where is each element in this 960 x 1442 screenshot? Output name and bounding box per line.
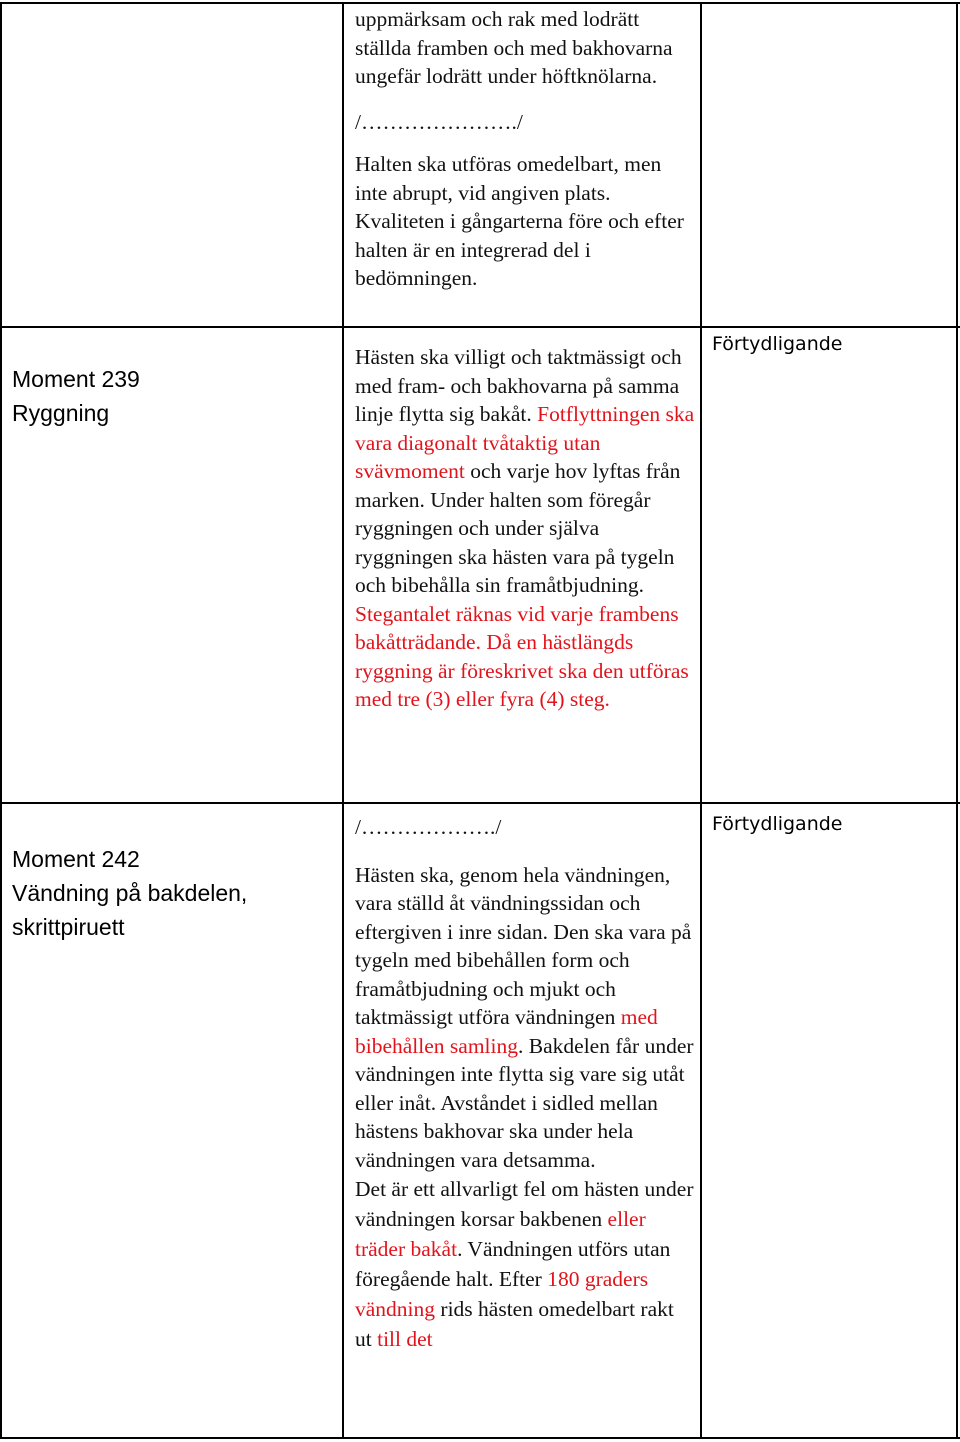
moment-number: Moment 242	[12, 846, 140, 872]
description-cell	[355, 813, 695, 1354]
body-text: och varje hov lyftas från marken. Under halten som föregår ryggningen och under själva ryggningen ska hästen vara på tygeln och bibehålla sin framåtbjudning.	[355, 459, 681, 597]
description-paragraph	[355, 150, 695, 293]
table-border-right	[956, 2, 958, 1439]
body-text: Det är ett allvarligt fel om hästen under vändningen korsar bakbenen	[355, 1177, 694, 1231]
separator-dots: /…………………./	[355, 109, 523, 134]
note-cell	[712, 331, 952, 357]
column-divider	[342, 2, 344, 1439]
table-border-bottom	[0, 1437, 960, 1439]
moment-name: Vändning på bakdelen, skrittpiruett	[12, 880, 248, 940]
moment-label-cell	[12, 842, 332, 944]
moment-label-cell	[12, 362, 332, 430]
body-text: Hästen ska villigt och taktmässigt och med fram- och bakhovarna på samma linje flytta sig bakåt.	[355, 345, 682, 426]
highlighted-text: 180 graders vändning	[355, 1267, 649, 1321]
row-divider	[0, 802, 960, 804]
highlighted-text: Stegantalet räknas vid varje frambens bakåtträdande. Då en hästlängds ryggning är föreskrivet ska den utföras med tre (3) eller fyra (4) steg.	[355, 601, 689, 711]
highlighted-text: Fotflyttningen ska vara diagonalt tvåtaktig utan svävmoment	[355, 402, 695, 483]
description-cell	[355, 343, 695, 714]
description-paragraph	[355, 343, 695, 714]
moment-number: Moment 239	[12, 366, 140, 392]
clarification-note: Förtydligande	[712, 333, 843, 355]
separator-dots: /………………./	[355, 815, 502, 839]
description-cell	[355, 5, 695, 293]
note-cell	[712, 811, 952, 837]
body-text: rids hästen omedelbart rakt ut	[355, 1297, 674, 1351]
body-text: Halten ska utföras omedelbart, men inte abrupt, vid angiven plats. Kvaliteten i gångarterna före och efter halten är en integrerad del i bedömningen.	[355, 152, 684, 290]
body-text: . Vändningen utförs utan föregående halt. Efter	[355, 1237, 671, 1291]
description-paragraph	[355, 1174, 695, 1354]
highlighted-text: till det	[377, 1327, 433, 1351]
table-border-left	[0, 2, 2, 1439]
highlighted-text: med bibehållen samling	[355, 1005, 658, 1058]
body-text: Hästen ska, genom hela vändningen, vara ställd åt vändningssidan och eftergiven i inre sidan. Den ska vara på tygeln med bibehållen form och framåtbjudning och mjukt och taktmässigt utföra vändningen	[355, 862, 692, 1029]
description-paragraph	[355, 5, 695, 91]
clarification-note: Förtydligande	[712, 813, 843, 835]
description-paragraph	[355, 861, 695, 1175]
row-divider	[0, 326, 960, 328]
table-border-top	[0, 2, 960, 4]
column-divider	[700, 2, 702, 1439]
highlighted-text: eller träder bakåt	[355, 1207, 646, 1261]
moment-name: Ryggning	[12, 400, 110, 426]
body-text: uppmärksam och rak med lodrätt ställda framben och med bakhovarna ungefär lodrätt under höftknölarna.	[355, 7, 673, 88]
body-text: . Bakdelen får under vändningen inte flytta sig vare sig utåt eller inåt. Avståndet i sidled mellan hästens bakhovar ska under hela vändningen vara detsamma.	[355, 1033, 694, 1172]
